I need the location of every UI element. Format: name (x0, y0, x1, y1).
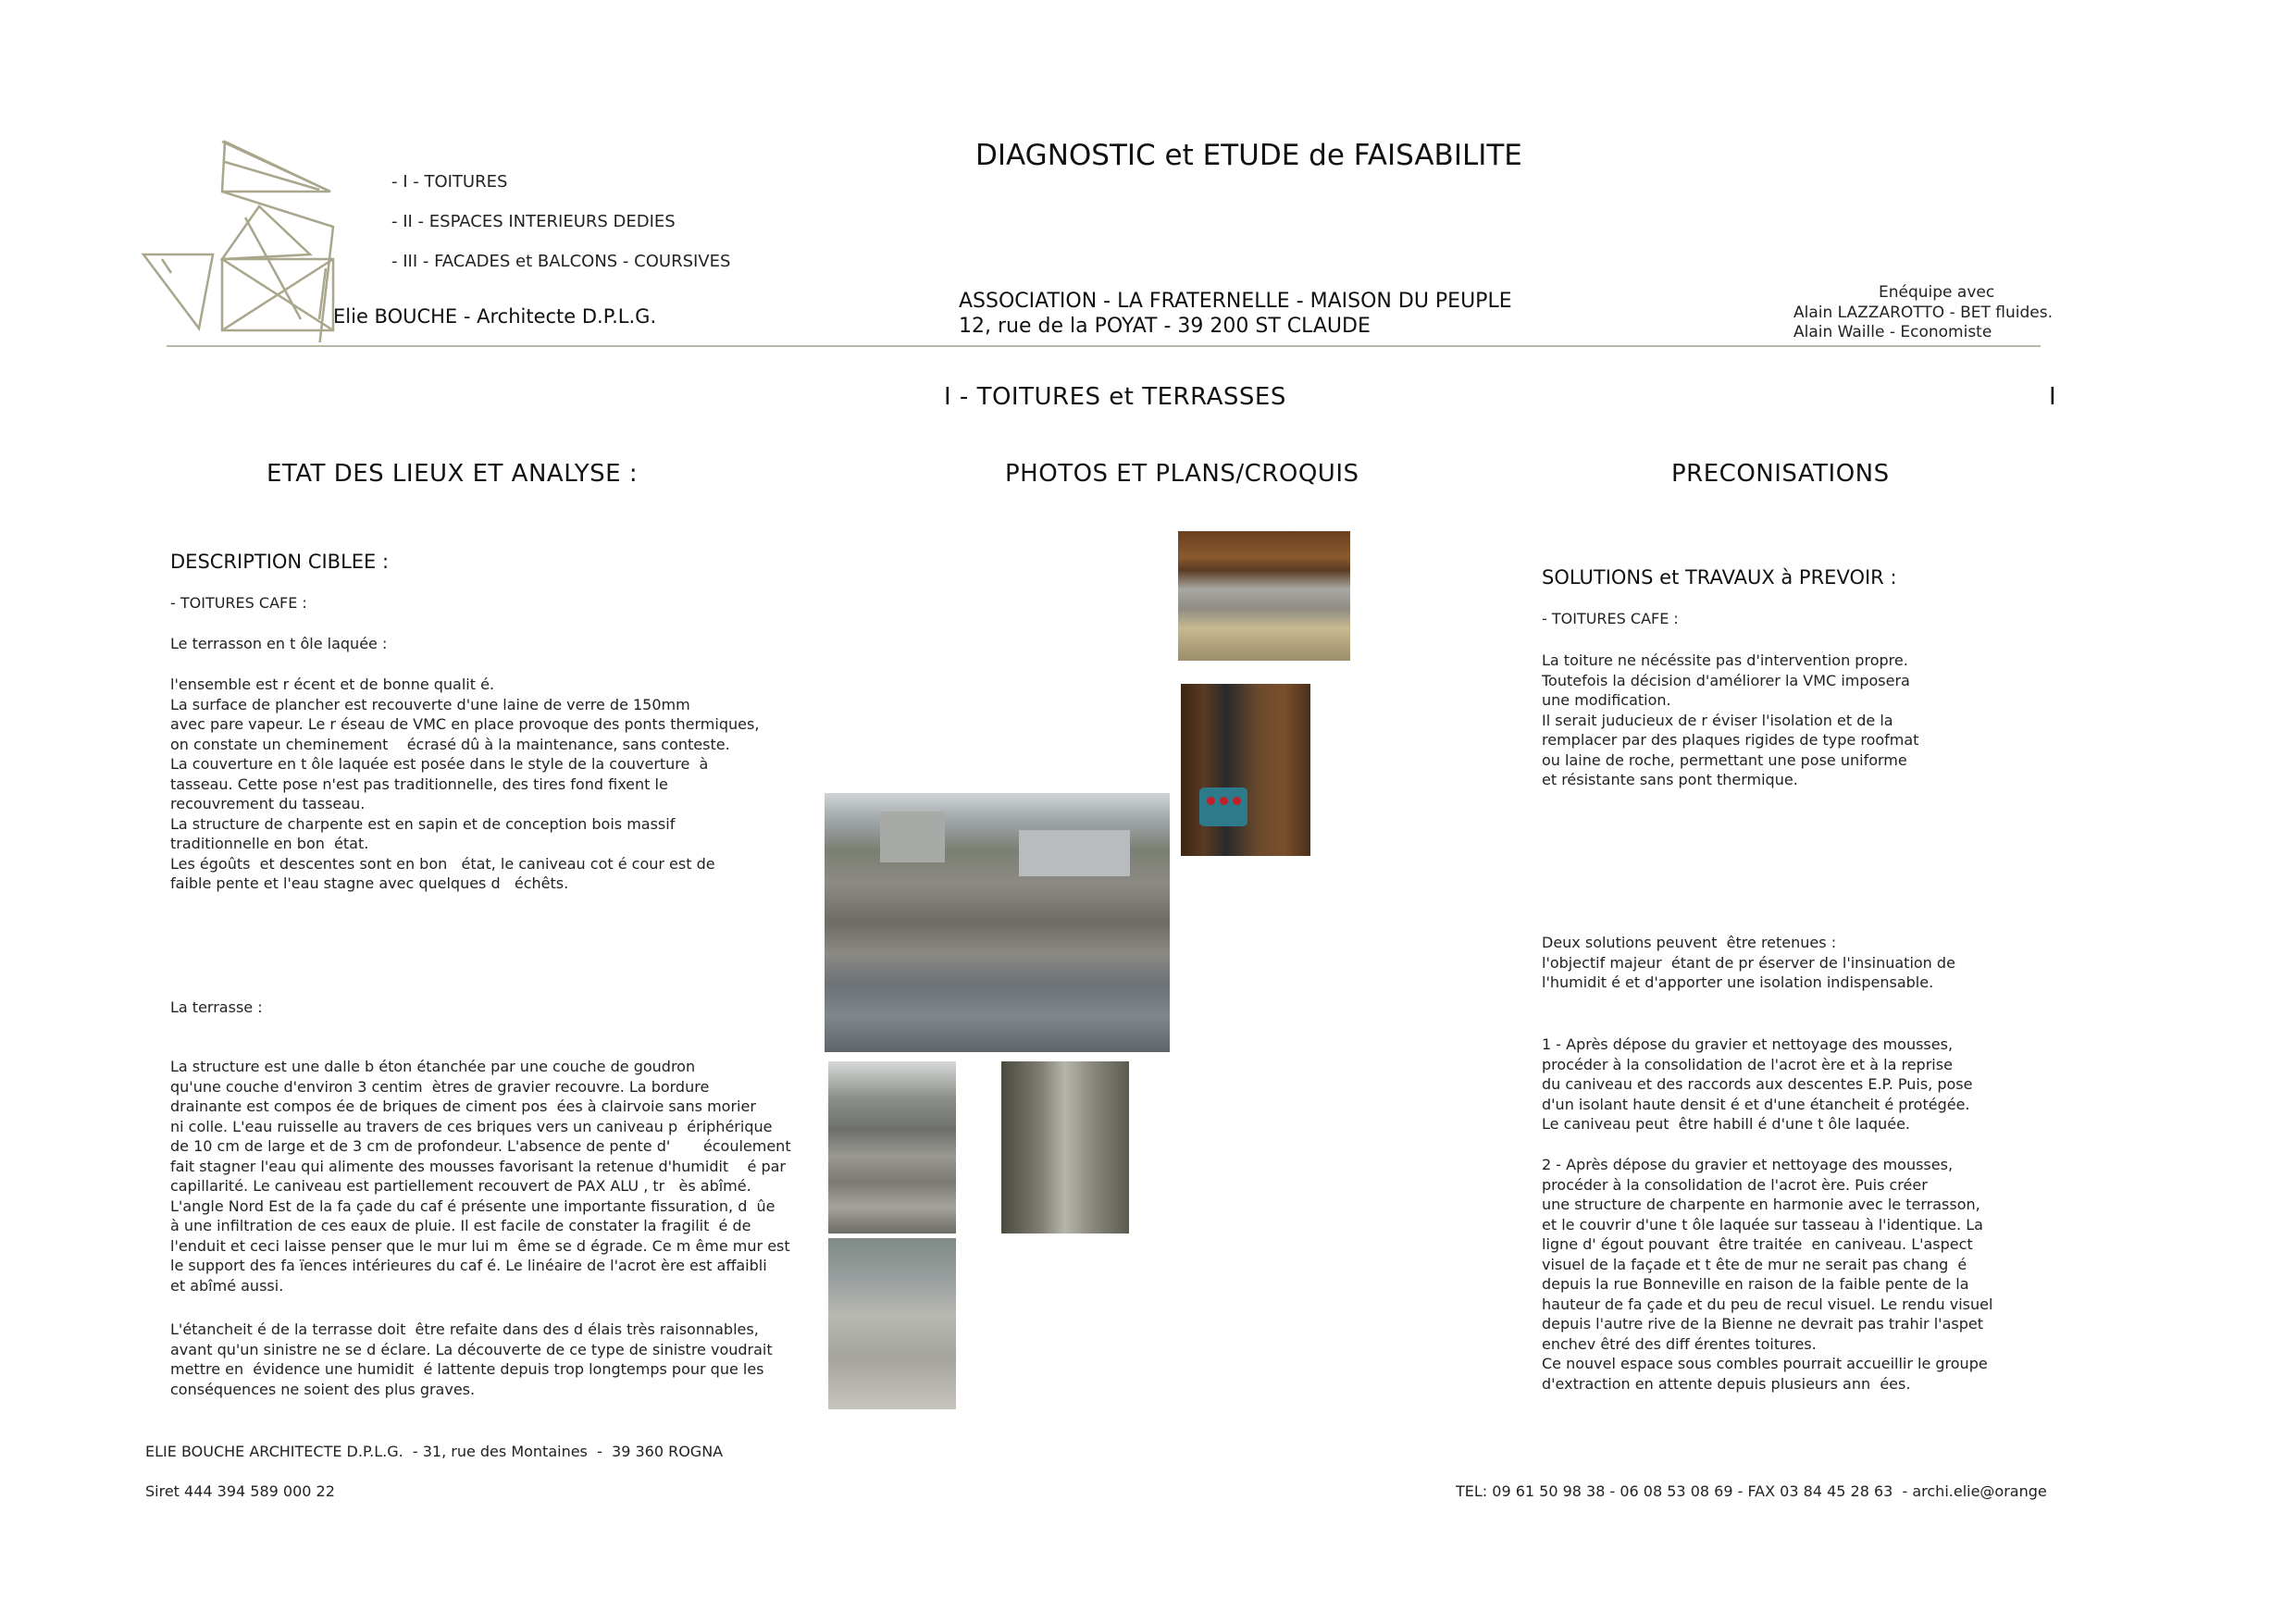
description-heading: DESCRIPTION CIBLEE : (170, 551, 390, 573)
team-member-economist: Alain Waille - Economiste (1793, 323, 1992, 341)
column-heading-recommendations: PRECONISATIONS (1671, 460, 1890, 488)
header-divider (167, 345, 2041, 347)
team-member-bet: Alain LAZZAROTTO - BET fluides. (1793, 304, 2053, 322)
terrasson-title: Le terrasson en t ôle laquée : (170, 635, 388, 652)
section-title: I - TOITURES et TERRASSES (944, 383, 1286, 411)
etancheite-description: L'étancheit é de la terrasse doit être refaite dans des d élais très raisonnables, avant qu'un sinistre ne se d éclare. La découverte de ce type de sinistre voudrait mettre en évidence une humidit é lattente depuis trop longtemps pour que les conséquences ne soient des plus graves. (170, 1320, 773, 1398)
photo-gravel-terrace (828, 1238, 956, 1409)
document-title: DIAGNOSTIC et ETUDE de FAISABILITE (975, 139, 1522, 172)
photo-terrace-panorama (825, 793, 1170, 1052)
team-heading: Enéquipe avec (1879, 283, 1995, 302)
nav-espaces[interactable]: - II - ESPACES INTERIEURS DEDIES (391, 212, 676, 231)
column-heading-analysis: ETAT DES LIEUX ET ANALYSE : (267, 460, 639, 488)
footer-contact: TEL: 09 61 50 98 38 - 06 08 53 08 69 - FAX 03 84 45 28 63 - archi.elie@orange (1456, 1482, 2047, 1500)
two-solutions-intro: Deux solutions peuvent être retenues : l'objectif majeur étant de pr éserver de l'insinuation de l'humidit é et d'apporter une isolation indispensable. (1542, 934, 1955, 991)
solutions-heading: SOLUTIONS et TRAVAUX à PREVOIR : (1542, 566, 1897, 589)
footer-siret: Siret 444 394 589 000 22 (145, 1482, 335, 1500)
left-subheading-cafe: - TOITURES CAFE : (170, 594, 307, 612)
section-number: I (2049, 383, 2057, 411)
right-subheading-cafe: - TOITURES CAFE : (1542, 610, 1679, 627)
architect-logo (134, 134, 352, 342)
photo-drainage-channel (1001, 1061, 1129, 1233)
terrasse-title: La terrasse : (170, 998, 263, 1016)
nav-facades[interactable]: - III - FACADES et BALCONS - COURSIVES (391, 252, 731, 271)
photo-terrace-edge-left (828, 1061, 956, 1233)
client-name: ASSOCIATION - LA FRATERNELLE - MAISON DU PEUPLE (959, 290, 1512, 313)
photo-attic-insulation (1178, 531, 1350, 661)
architect-name: Elie BOUCHE - Architecte D.P.L.G. (333, 305, 657, 328)
client-address: 12, rue de la POYAT - 39 200 ST CLAUDE (959, 315, 1371, 338)
solution-two: 2 - Après dépose du gravier et nettoyage des mousses, procéder à la consolidation de l'acrot ère. Puis créer une structure de charpente en harmonie avec le terrasson, et le couvrir d'une t ôle laquée sur tasseau à l'identique. La ligne d' égout pouvant être traitée en caniveau. L'aspect visuel de la façade et t ête de mur ne serait pas chang é depuis la rue Bonneville en raison de la faible pente de la hauteur de fa çade et du peu de recul visuel. Le rendu visuel depuis l'autre rive de la Bienne ne devrait pas trahir l'aspet enchev êtré des diff érentes toitures. Ce nouvel espace sous combles pourrait accueillir le groupe d'extraction en attente depuis plusieurs ann ées. (1542, 1156, 1993, 1393)
footer-address: ELIE BOUCHE ARCHITECTE D.P.L.G. - 31, rue des Montaines - 39 360 ROGNA (145, 1443, 724, 1460)
terrasse-description: La structure est une dalle b éton étanchée par une couche de goudron qu'une couche d'environ 3 centim ètres de gravier recouvre. La bordure drainante est compos ée de briques de ciment pos ées à clairvoie sans morier ni colle. L'eau ruisselle au travers de ces briques vers un caniveau p ériphérique de 10 cm de large et de 3 cm de profondeur. L'absence de pente d' écoulement fait stagner l'eau qui alimente des mousses favorisant la retenue d'humidit é par capillarité. Le caniveau est partiellement recouvert de PAX ALU , tr ès abîmé. L'angle Nord Est de la fa çade du caf é présente une importante fissuration, d ûe à une infiltration de ces eaux de pluie. Il est facile de constater la fragilit é de l'enduit et ceci laisse penser que le mur lui m ême se d égrade. Ce m ême mur est le support des fa ïences intérieures du caf é. Le linéaire de l'acrot ère est affaibli et abîmé aussi. (170, 1058, 791, 1295)
vmc-recommendation: La toiture ne nécéssite pas d'intervention propre. Toutefois la décision d'améliorer la VMC imposera une modification. Il serait juducieux de r éviser l'isolation et de la remplacer par des plaques rigides de type roofmat ou laine de roche, permettant une pose uniforme et résistante sans pont thermique. (1542, 651, 1919, 788)
terrasson-description: l'ensemble est r écent et de bonne qualit é. La surface de plancher est recouverte d'une laine de verre de 150mm avec pare vapeur. Le r éseau de VMC en place provoque des ponts thermiques, on constate un cheminement écrasé dû à la maintenance, sans conteste. La couverture en t ôle laquée est posée dans le style de la couverture à tasseau. Cette pose n'est pas traditionnelle, des tires fond fixent le recouvrement du tasseau. La structure de charpente est en sapin et de conception bois massif traditionnelle en bon état. Les égoûts et descentes sont en bon état, le caniveau cot é cour est de faible pente et l'eau stagne avec quelques d échêts. (170, 676, 760, 892)
solution-one: 1 - Après dépose du gravier et nettoyage des mousses, procéder à la consolidation de l'acrot ère et à la reprise du caniveau et des raccords aux descentes E.P. Puis, pose d'un isolant haute densit é et d'une étancheit é protégée. Le caniveau peut être habill é d'une t ôle laquée. (1542, 1035, 1973, 1133)
nav-toitures[interactable]: - I - TOITURES (391, 172, 508, 192)
column-heading-photos: PHOTOS ET PLANS/CROQUIS (1005, 460, 1359, 488)
photo-roof-electrical-box (1181, 684, 1310, 856)
